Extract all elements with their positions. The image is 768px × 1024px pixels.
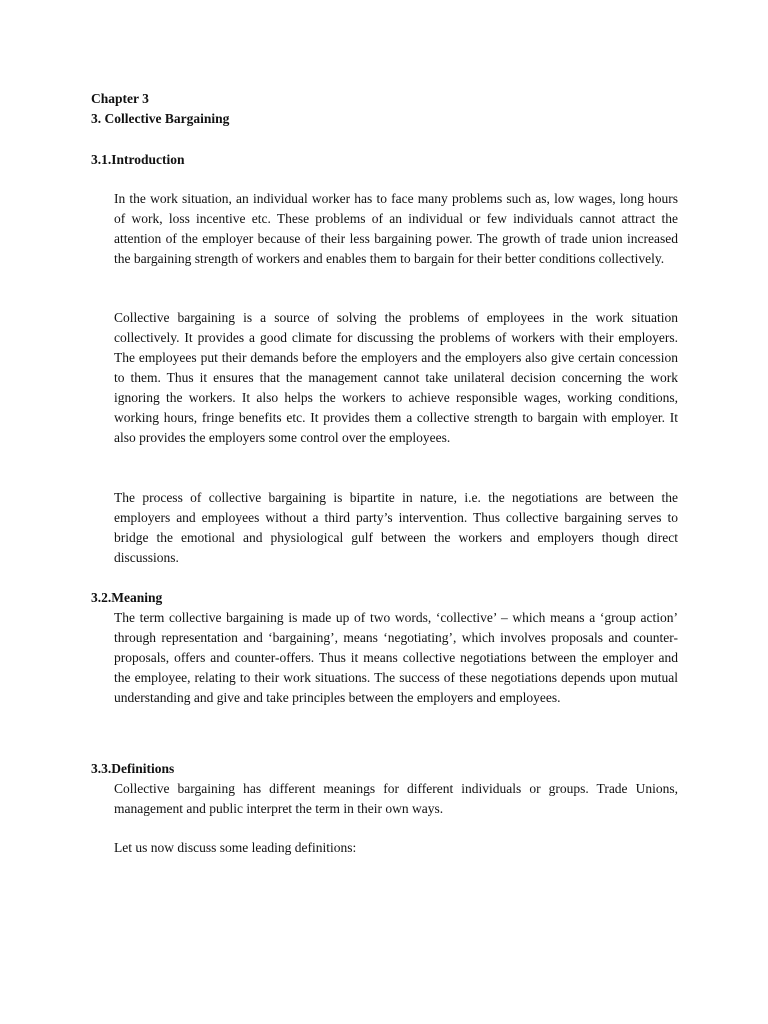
chapter-title: 3. Collective Bargaining [91,111,230,126]
section-heading-introduction: 3.1.Introduction [91,152,185,167]
introduction-paragraph-3: The process of collective bargaining is bipartite in nature, i.e. the negotiations are between the employers and employees without a third party’s intervention. Thus collective bargaining serves to bridge the emotional and physiological gulf between the workers and employers though direct discussions. [114,490,678,565]
section-heading-definitions: 3.3.Definitions [91,761,175,776]
meaning-paragraph-1: The term collective bargaining is made up of two words, ‘collective’ – which means a ‘group action’ through representation and ‘bargaining’, means ‘negotiating’, which involves proposals and counter-proposals, offers and counter-offers. Thus it means collective negotiations between the employer and the employee, relating to their work situations. The success of these negotiations depends upon mutual understanding and give and take principles between the employers and employees. [114,610,678,705]
definitions-paragraph-1: Collective bargaining has different meanings for different individuals or groups. Trade Unions, management and public interpret the term in their own ways. [114,781,678,816]
section-heading-meaning: 3.2.Meaning [91,590,163,605]
introduction-paragraph-1: In the work situation, an individual worker has to face many problems such as, low wages, long hours of work, loss incentive etc. These problems of an individual or few individuals cannot attract the attention of the employer because of their less bargaining power. The growth of trade union increased the bargaining strength of workers and enables them to bargain for their better conditions collectively. [114,191,678,266]
definitions-paragraph-2: Let us now discuss some leading definitions: [114,840,357,855]
introduction-paragraph-2: Collective bargaining is a source of solving the problems of employees in the work situation collectively. It provides a good climate for discussing the problems of workers with their employers. The employees put their demands before the employers and the employers also give certain concession to them. Thus it ensures that the management cannot take unilateral decision concerning the work ignoring the workers. It also helps the workers to achieve responsible wages, working conditions, working hours, fringe benefits etc. It provides them a collective strength to bargain with employer. It also provides the employers some control over the employees. [114,310,678,445]
chapter-label: Chapter 3 [91,91,149,106]
